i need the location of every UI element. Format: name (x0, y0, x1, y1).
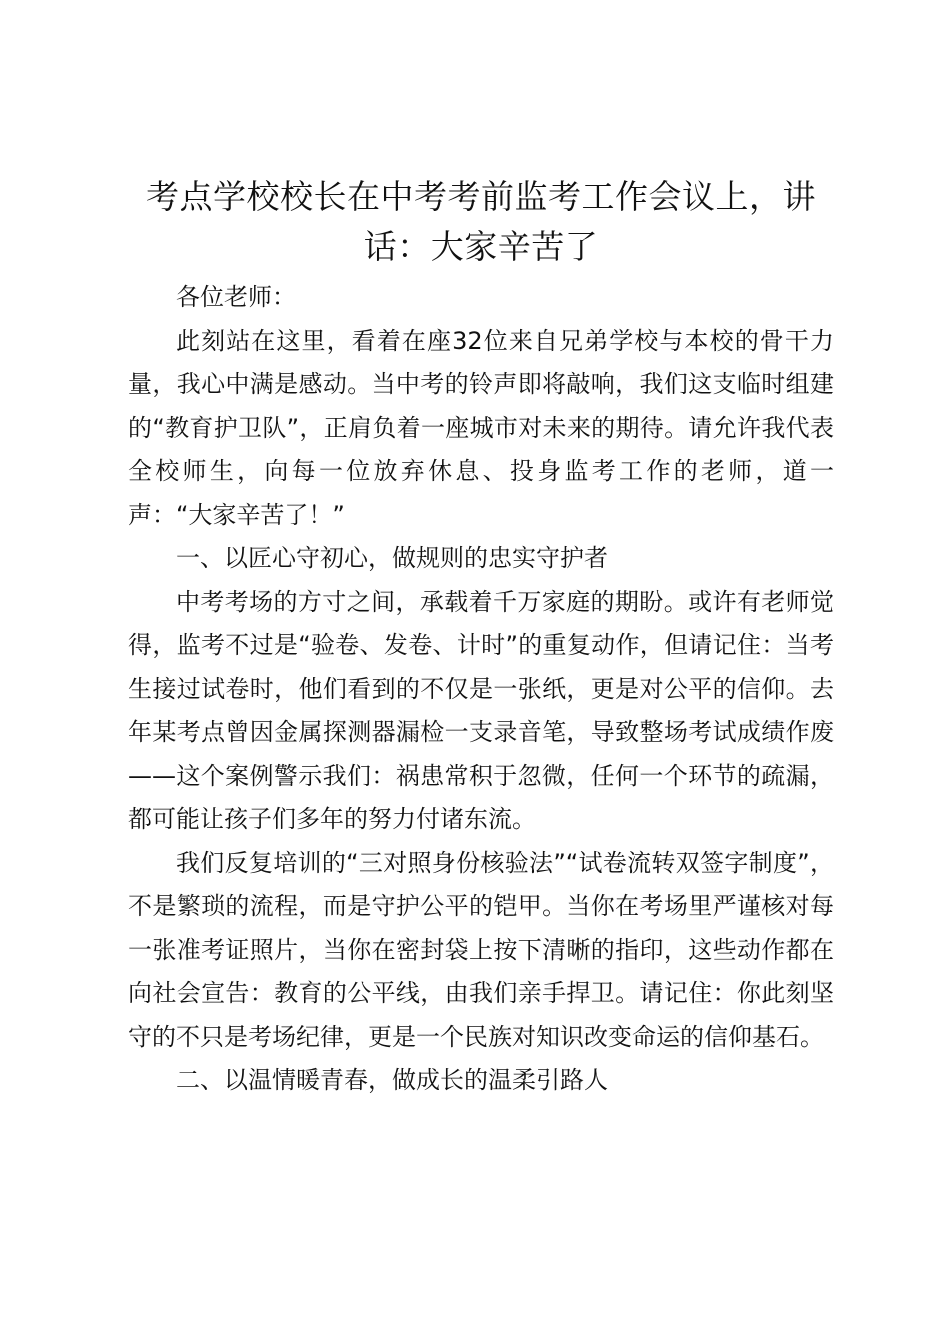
intro-paragraph: 此刻站在这里，看着在座32位来自兄弟学校与本校的骨干力量，我心中满是感动。当中考的铃声即将敲响，我们这支临时组建的“教育护卫队”，正肩负着一座城市对未来的期待。请允许我代表全校师生，向每一位放弃休息、投身监考工作的老师，道一声：“大家辛苦了！” (128, 326, 834, 529)
section-1-paragraph-2: 我们反复培训的“三对照身份核验法”“试卷流转双签字制度”，不是繁琐的流程，而是守护公平的铠甲。当你在考场里严谨核对每一张准考证照片，当你在密封袋上按下清晰的指印，这些动作都在向社会宣告：教育的公平线，由我们亲手捍卫。请记住：你此刻坚守的不只是考场纪律，更是一个民族对知识改变命运的信仰基石。 (128, 848, 834, 1051)
salutation: 各位老师： (176, 283, 296, 311)
section-1-heading: 一、以匠心守初心，做规则的忠实守护者 (176, 544, 608, 572)
document-title: 考点学校校长在中考考前监考工作会议上，讲话：大家辛苦了 (146, 177, 816, 266)
section-2-heading: 二、以温情暖青春，做成长的温柔引路人 (176, 1066, 608, 1094)
document-page (128, 172, 834, 1103)
section-1-paragraph-1: 中考考场的方寸之间，承载着千万家庭的期盼。或许有老师觉得，监考不过是“验卷、发卷、计时”的重复动作，但请记住：当考生接过试卷时，他们看到的不仅是一张纸，更是对公平的信仰。去年某考点曾因金属探测器漏检一支录音笔，导致整场考试成绩作废——这个案例警示我们：祸患常积于忽微，任何一个环节的疏漏，都可能让孩子们多年的努力付诸东流。 (128, 587, 834, 833)
